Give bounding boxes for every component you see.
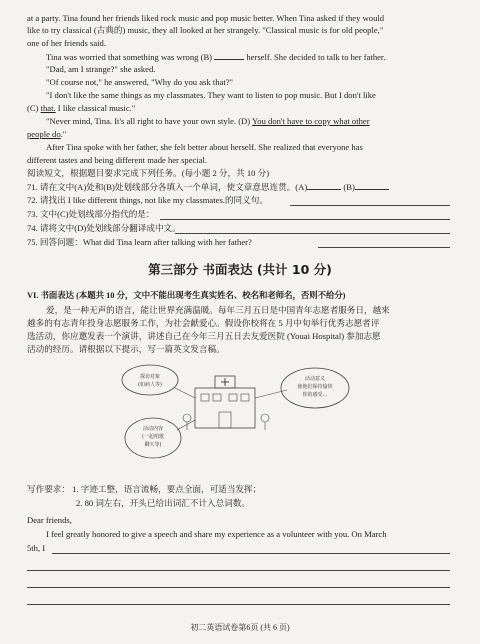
- writing-requirement-2: 2. 80 词左右，开头已给出词汇不计入总词数。: [76, 498, 251, 508]
- passage-line: different tastes and being different made her special.: [27, 155, 208, 165]
- blank-b[interactable]: [214, 51, 244, 60]
- answer-line-75[interactable]: [318, 247, 450, 248]
- answer-line-72[interactable]: [290, 205, 450, 206]
- cloud2-text: 活动内容: [142, 426, 164, 432]
- answer-line-73[interactable]: [160, 219, 450, 220]
- section-title: 第三部分 书面表达 (共计 10 分): [148, 262, 332, 277]
- writing-line[interactable]: [27, 587, 450, 588]
- writing-line[interactable]: [52, 553, 450, 554]
- passage-line: at a party. Tina found her friends liked rock music and pop music better. When Tina asked if they would: [27, 13, 385, 23]
- passage-line: one of her friends said.: [27, 38, 106, 48]
- writing-line[interactable]: [27, 570, 450, 571]
- writing-heading: VI. 书面表达 (本题共 10 分，文中不能出现考生真实姓名、校名和老师名，否则不给分): [27, 291, 346, 300]
- passage-line: like to try classical (古典的) music, they all looked at her strangely. "Classical music is for old people,": [27, 25, 384, 35]
- passage-line: "Of course not," he answered, "Why do you ask that?": [46, 77, 234, 87]
- cloud1-text: 探访对象: [139, 374, 161, 380]
- answer-line-74[interactable]: [175, 233, 450, 234]
- writing-paragraph-line: 选活动，你应邀发表一个演讲，讲述自己在今年三月五日去友爱医院 (Youai Hospital) 参加志愿: [27, 331, 381, 341]
- writing-line[interactable]: [27, 604, 450, 605]
- cloud3-text: 活动意义: [304, 376, 326, 382]
- writing-requirements: 写作要求： 1. 字迹工整，语言流畅，要点全面，可适当发挥；: [27, 484, 262, 494]
- passage-line: After Tina spoke with her father, she felt better about herself. She realized that everyone has: [46, 142, 363, 152]
- question-73: 73. 文中(C)处划线部分指代的是：: [27, 209, 155, 219]
- cloud3-subtext: 使他们保持愉快: [297, 384, 333, 390]
- letter-start-line2: 5th, I: [27, 543, 46, 553]
- passage-line: "Dad, am I strange?" she asked.: [46, 64, 156, 74]
- passage-line-c: (C) that. I like classical music.": [27, 103, 136, 113]
- passage-line: people do.": [27, 129, 67, 139]
- answer-71a[interactable]: [307, 181, 341, 190]
- page-footer: 初二英语试卷第6页 (共 6 页): [190, 623, 290, 632]
- cloud1-subtext: (如病人等): [138, 382, 162, 388]
- letter-start: I feel greatly honored to give a speech and share my experience as a volunteer with you. On March: [46, 529, 387, 539]
- cloud3-subtext2: 你的感受…: [302, 392, 328, 398]
- question-74: 74. 请将文中(D)处划线部分翻译成中文。: [27, 223, 181, 233]
- writing-paragraph-line: 活动的经历。请根据以下提示，写一篇英文发言稿。: [27, 344, 225, 354]
- cloud2-subtext2: 聊天等): [144, 442, 162, 448]
- cloud2-subtext: (一起唱歌: [142, 434, 164, 440]
- question-75: 75. 回答问题：What did Tina learn after talking with her father?: [27, 237, 252, 247]
- passage-line: "I don't like the same things as my classmates. They want to listen to pop music. But I don't like: [46, 90, 376, 100]
- writing-paragraph-line: 越多的有志青年投身志愿服务工作，为社会献爱心。假设你校将在 5 月中旬举行优秀志愿者评: [27, 318, 380, 328]
- answer-71b[interactable]: [355, 181, 389, 190]
- task-instruction: 阅读短文，根据题目要求完成下列任务。(每小题 2 分，共 10 分): [27, 168, 270, 178]
- question-72: 72. 请找出 I like different things, not like my classmates.的同义句。: [27, 195, 268, 205]
- writing-paragraph-line: 爱，是一种无声的语言，能让世界充满温暖。每年三月五日是中国青年志愿者服务日，越来: [46, 305, 390, 315]
- question-71: 71. 请在文中(A)处和(B)处划线部分各填入一个单词，使文章意思连贯。(A) (B): [27, 181, 458, 193]
- prompt-diagram: [115, 358, 355, 468]
- hospital-icon: [183, 376, 269, 430]
- passage-line-blank-b: Tina was worried that something was wrong (B) herself. She decided to talk to her father.: [46, 52, 386, 62]
- cloud-visit: [122, 365, 178, 395]
- passage-line-d: "Never mind, Tina. It's all right to have your own style. (D) You don't have to copy what other: [46, 116, 370, 126]
- letter-greeting: Dear friends,: [27, 515, 72, 525]
